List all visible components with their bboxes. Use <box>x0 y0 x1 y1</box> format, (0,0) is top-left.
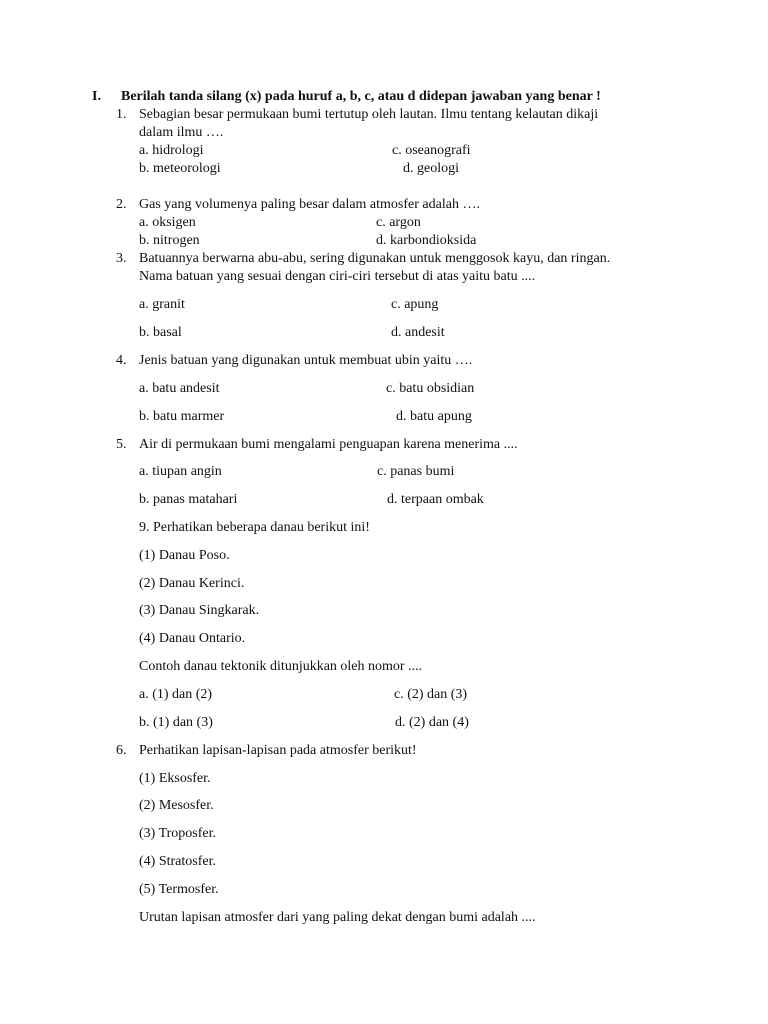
q2-text: Gas yang volumenya paling besar dalam atmosfer adalah …. <box>139 197 480 212</box>
q9-option-d: d. (2) dan (4) <box>395 715 469 730</box>
q5-option-b: b. panas matahari <box>139 492 238 507</box>
q9-option-a: a. (1) dan (2) <box>139 687 213 702</box>
q9-item-1: (1) Danau Poso. <box>139 548 230 563</box>
q1-option-a: a. hidrologi <box>139 143 204 158</box>
q5-option-a: a. tiupan angin <box>139 464 222 479</box>
q9-item-2: (2) Danau Kerinci. <box>139 576 245 591</box>
q4-option-d: d. batu apung <box>396 409 472 424</box>
q6-text: Perhatikan lapisan-lapisan pada atmosfer berikut! <box>139 743 417 758</box>
q4-option-c: c. batu obsidian <box>386 381 475 396</box>
q5-number: 5. <box>116 437 127 452</box>
q3-number: 3. <box>116 251 127 266</box>
q4-option-a: a. batu andesit <box>139 381 220 396</box>
q2-option-b: b. nitrogen <box>139 233 200 248</box>
q4-text: Jenis batuan yang digunakan untuk membuat ubin yaitu …. <box>139 353 473 368</box>
q9-option-c: c. (2) dan (3) <box>394 687 468 702</box>
q4-number: 4. <box>116 353 127 368</box>
q2-option-d: d. karbondioksida <box>376 233 477 248</box>
q9-item-3: (3) Danau Singkarak. <box>139 603 260 618</box>
q9-text: 9. Perhatikan beberapa danau berikut ini! <box>139 520 370 535</box>
q2-option-a: a. oksigen <box>139 215 196 230</box>
q1-text-line1: Sebagian besar permukaan bumi tertutup oleh lautan. Ilmu tentang kelautan dikaji <box>139 107 599 122</box>
q9-question: Contoh danau tektonik ditunjukkan oleh nomor .... <box>139 659 423 674</box>
q9-item-4: (4) Danau Ontario. <box>139 631 246 646</box>
q6-item-2: (2) Mesosfer. <box>139 798 214 813</box>
q6-item-5: (5) Termosfer. <box>139 882 219 897</box>
q6-item-4: (4) Stratosfer. <box>139 854 216 869</box>
q6-question: Urutan lapisan atmosfer dari yang paling dekat dengan bumi adalah .... <box>139 910 536 925</box>
q6-number: 6. <box>116 743 127 758</box>
q1-text-line2: dalam ilmu …. <box>139 125 224 140</box>
q3-option-b: b. basal <box>139 325 182 340</box>
q4-option-b: b. batu marmer <box>139 409 225 424</box>
q1-option-c: c. oseanografi <box>392 143 471 158</box>
q3-text-line1: Batuannya berwarna abu-abu, sering digunakan untuk menggosok kayu, dan ringan. <box>139 251 611 266</box>
q3-text-line2: Nama batuan yang sesuai dengan ciri-ciri tersebut di atas yaitu batu .... <box>139 269 536 284</box>
q1-number: 1. <box>116 107 127 122</box>
q9-option-b: b. (1) dan (3) <box>139 715 213 730</box>
section-number: I. <box>92 89 101 104</box>
q5-text: Air di permukaan bumi mengalami penguapan karena menerima .... <box>139 437 518 452</box>
q2-option-c: c. argon <box>376 215 421 230</box>
q2-number: 2. <box>116 197 127 212</box>
q3-option-a: a. granit <box>139 297 185 312</box>
q5-option-d: d. terpaan ombak <box>387 492 484 507</box>
q3-option-c: c. apung <box>391 297 439 312</box>
q6-item-3: (3) Troposfer. <box>139 826 217 841</box>
q5-option-c: c. panas bumi <box>377 464 455 479</box>
q3-option-d: d. andesit <box>391 325 445 340</box>
section-instruction: Berilah tanda silang (x) pada huruf a, b, c, atau d didepan jawaban yang benar ! <box>121 89 601 104</box>
q1-option-b: b. meteorologi <box>139 161 221 176</box>
q6-item-1: (1) Eksosfer. <box>139 771 211 786</box>
q1-option-d: d. geologi <box>403 161 459 176</box>
